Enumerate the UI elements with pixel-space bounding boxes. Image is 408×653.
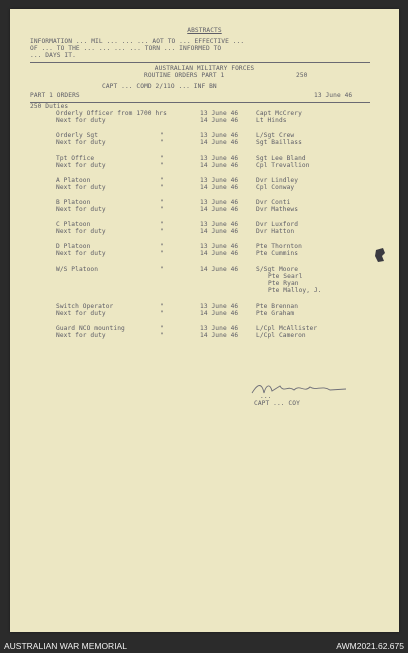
orders-divider (30, 102, 370, 103)
duty-name: L/Sgt Crew (256, 132, 295, 139)
header-line-3: ... DAYS IT. (30, 52, 76, 59)
next-date: 14 June 46 (200, 139, 239, 146)
ditto-mark: " (160, 139, 164, 146)
duty-name: Dvr Luxford (256, 221, 299, 228)
ink-mark-icon (374, 247, 386, 263)
duty-label: Guard NCO mounting (56, 325, 125, 332)
ditto-mark: " (160, 162, 164, 169)
next-label: Next for duty (56, 184, 106, 191)
abstracts-title: ABSTRACTS (187, 27, 222, 34)
next-label: Next for duty (56, 206, 106, 213)
header-line-1: INFORMATION ... MIL ... ... ... AOT TO ... EFFECTIVE ... (30, 38, 245, 45)
order-date: 13 June 46 (314, 92, 353, 99)
duty-name: Pte Thornton (256, 243, 302, 250)
next-name: Sgt Baillass (256, 139, 302, 146)
next-date: 14 June 46 (200, 117, 239, 124)
ditto-mark: " (160, 332, 164, 339)
duty-date: 13 June 46 (200, 243, 239, 250)
next-label: Next for duty (56, 117, 106, 124)
duty-name-2: Pte Searl (268, 273, 303, 280)
duty-date: 13 June 46 (200, 221, 239, 228)
next-date: 14 June 46 (200, 162, 239, 169)
ditto-mark: " (160, 243, 164, 250)
document-page (10, 9, 399, 632)
next-date: 14 June 46 (200, 184, 239, 191)
duty-label: C Platoon (56, 221, 91, 228)
duty-name: L/Cpl McAllister (256, 325, 318, 332)
archive-name: AUSTRALIAN WAR MEMORIAL (4, 641, 127, 651)
next-date: 14 June 46 (200, 332, 239, 339)
next-label: Next for duty (56, 332, 106, 339)
duty-date: 13 June 46 (200, 155, 239, 162)
ditto-mark: " (160, 132, 164, 139)
duty-name: S/Sgt Moore (256, 266, 299, 273)
part-label: PART 1 ORDERS (30, 92, 80, 99)
next-label: Next for duty (56, 139, 106, 146)
ditto-mark: " (160, 310, 164, 317)
archive-reference: AWM2021.62.675 (336, 641, 404, 651)
unit-line-1: AUSTRALIAN MILITARY FORCES (154, 65, 255, 72)
next-date: 14 June 46 (200, 250, 239, 257)
duty-date: 13 June 46 (200, 132, 239, 139)
next-label: Next for duty (56, 250, 106, 257)
duty-name: Dvr Conti (256, 199, 291, 206)
ditto-mark: " (160, 155, 164, 162)
header-line-2: OF ... TO THE ... ... ... ... TORN ... INFORMED TO (30, 45, 222, 52)
next-date: 14 June 46 (200, 228, 239, 235)
duty-label: W/S Platoon (56, 266, 99, 273)
ditto-mark: " (160, 221, 164, 228)
next-label: Next for duty (56, 162, 106, 169)
section-number: 250 Duties (30, 103, 69, 110)
next-name: Dvr Mathews (256, 206, 299, 213)
duty-name: Sgt Lee Bland (256, 155, 306, 162)
next-name: Dvr Hatton (256, 228, 295, 235)
next-date: 14 June 46 (200, 310, 239, 317)
duty-date: 13 June 46 (200, 325, 239, 332)
duty-label: Orderly Officer from 1700 hrs (56, 110, 167, 117)
ditto-mark: " (160, 266, 164, 273)
duty-label: Switch Operator (56, 303, 114, 310)
next-date: 14 June 46 (200, 206, 239, 213)
duty-name-3: Pte Ryan (268, 280, 299, 287)
order-number: 250 (296, 72, 308, 79)
next-name: Pte Cummins (256, 250, 299, 257)
duty-date: 13 June 46 (200, 303, 239, 310)
duty-label: Orderly Sgt (56, 132, 99, 139)
next-name: Pte Graham (256, 310, 295, 317)
duty-name: Dvr Lindley (256, 177, 299, 184)
next-label: Next for duty (56, 310, 106, 317)
next-label: Next for duty (56, 228, 106, 235)
ditto-mark: " (160, 177, 164, 184)
duty-date: 13 June 46 (200, 110, 239, 117)
next-name: L/Cpl Cameron (256, 332, 306, 339)
duty-name: Pte Brennan (256, 303, 299, 310)
duty-date: 14 June 46 (200, 266, 239, 273)
duty-name-4: Pte Malloy, J. (268, 287, 322, 294)
duty-date: 13 June 46 (200, 177, 239, 184)
next-name: Lt Hinds (256, 117, 287, 124)
ditto-mark: " (160, 228, 164, 235)
next-name: Cpl Trevallion (256, 162, 310, 169)
header-divider (30, 62, 370, 63)
unit-line-3: CAPT ... COMD 2/11O ... INF BN (102, 83, 217, 90)
ditto-mark: " (160, 199, 164, 206)
ditto-mark: " (160, 303, 164, 310)
ditto-mark: " (160, 184, 164, 191)
signature-line-1: ... (260, 393, 272, 400)
archive-footer (0, 640, 408, 653)
ditto-mark: " (160, 250, 164, 257)
ditto-mark: " (160, 325, 164, 332)
duty-label: B Platoon (56, 199, 91, 206)
duty-date: 13 June 46 (200, 199, 239, 206)
duty-name: Capt McCrery (256, 110, 302, 117)
unit-line-2: ROUTINE ORDERS PART 1 (144, 72, 225, 79)
duty-label: D Platoon (56, 243, 91, 250)
duty-label: Tpt Office (56, 155, 95, 162)
duty-label: A Platoon (56, 177, 91, 184)
signature-line-2: CAPT ... COY (254, 400, 300, 407)
next-name: Cpl Conway (256, 184, 295, 191)
ditto-mark: " (160, 206, 164, 213)
